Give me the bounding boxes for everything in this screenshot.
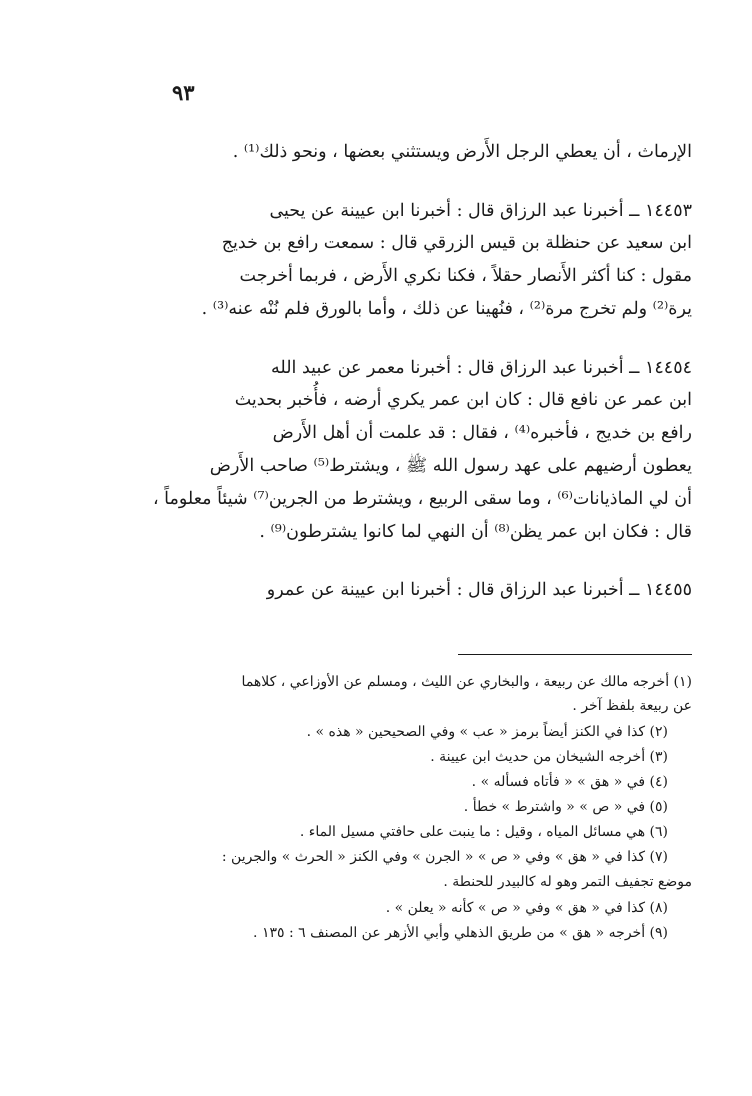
hadith-heading-14453: ١٤٤٥٣ ــ أخبرنا عبد الرزاق قال : أخبرنا ابن عيينة عن يحيى bbox=[269, 201, 692, 221]
footnote-9: (٩) أخرجه « هق » من طريق الذهلي وأبي الأزهر عن المصنف ٦ : ١٣٥ . bbox=[253, 925, 668, 941]
footnote-5: (٥) في « ص » « واشترط » خطأ . bbox=[463, 799, 668, 815]
hadith-heading-14454: ١٤٤٥٤ ــ أخبرنا عبد الرزاق قال : أخبرنا معمر عن عبيد الله bbox=[271, 358, 692, 378]
footnote-separator bbox=[458, 654, 692, 655]
footnote-8: (٨) كذا في « هق » وفي « ص » كأنه « يعلن » . bbox=[385, 900, 668, 916]
text-line: أن لي الماذيانات⁽⁶⁾ ، وما سقى الربيع ، ويشترط من الجرين⁽⁷⁾ شيئاً معلوماً ، bbox=[152, 489, 692, 509]
text-line: ابن سعيد عن حنظلة بن قيس الزرقي قال : سمعت رافع بن خديج bbox=[221, 233, 692, 253]
hadith-heading-14455: ١٤٤٥٥ ــ أخبرنا عبد الرزاق قال : أخبرنا ابن عيينة عن عمرو bbox=[266, 580, 692, 600]
footnote-1: (١) أخرجه مالك عن ربيعة ، والبخاري عن الليث ، ومسلم عن الأوزاعي ، كلاهما bbox=[241, 674, 692, 690]
footnote-7-cont: موضع تجفيف التمر وهو له كالبيدر للحنطة . bbox=[443, 874, 692, 890]
text-line: الإرماث ، أن يعطي الرجل الأَرض ويستثني بعضها ، ونحو ذلك⁽¹⁾ . bbox=[232, 142, 692, 162]
text-line: رافع بن خديج ، فأخبره⁽⁴⁾ ، فقال : قد علمت أن أهل الأَرض bbox=[272, 423, 692, 443]
footnote-3: (٣) أخرجه الشيخان من حديث ابن عيينة . bbox=[430, 749, 668, 765]
text-line: قال : فكان ابن عمر يظن⁽⁸⁾ أن النهي لما كانوا يشترطون⁽⁹⁾ . bbox=[259, 522, 692, 542]
text-line: يرة⁽²⁾ ولم تخرج مرة⁽²⁾ ، فنُهينا عن ذلك ، وأما بالورق فلم نُنْه عنه⁽³⁾ . bbox=[201, 299, 692, 319]
text-line: ابن عمر عن نافع قال : كان ابن عمر يكري أرضه ، فأُخبر بحديث bbox=[234, 390, 692, 410]
page-number: ٩٣ bbox=[172, 80, 195, 105]
footnote-7: (٧) كذا في « هق » وفي « ص » « الجرن » وفي الكنز « الحرث » والجرين : bbox=[221, 849, 668, 865]
text-line: يعطون أرضيهم على عهد رسول الله ﷺ ، ويشترط⁽⁵⁾ صاحب الأَرض bbox=[209, 456, 692, 476]
footnote-6: (٦) هي مسائل المياه ، وقيل : ما ينبت على حافتي مسيل الماء . bbox=[299, 824, 668, 840]
text-line: مقول : كنا أكثر الأَنصار حقلاً ، فكنا نكري الأَرض ، فربما أخرجت bbox=[239, 266, 692, 286]
footnote-2: (٢) كذا في الكنز أيضاً برمز « عب » وفي الصحيحين « هذه » . bbox=[306, 724, 668, 740]
footnote-4: (٤) في « هق » « فأتاه فسأله » . bbox=[471, 774, 668, 790]
footnote-1-cont: عن ربيعة بلفظ آخر . bbox=[572, 698, 692, 714]
